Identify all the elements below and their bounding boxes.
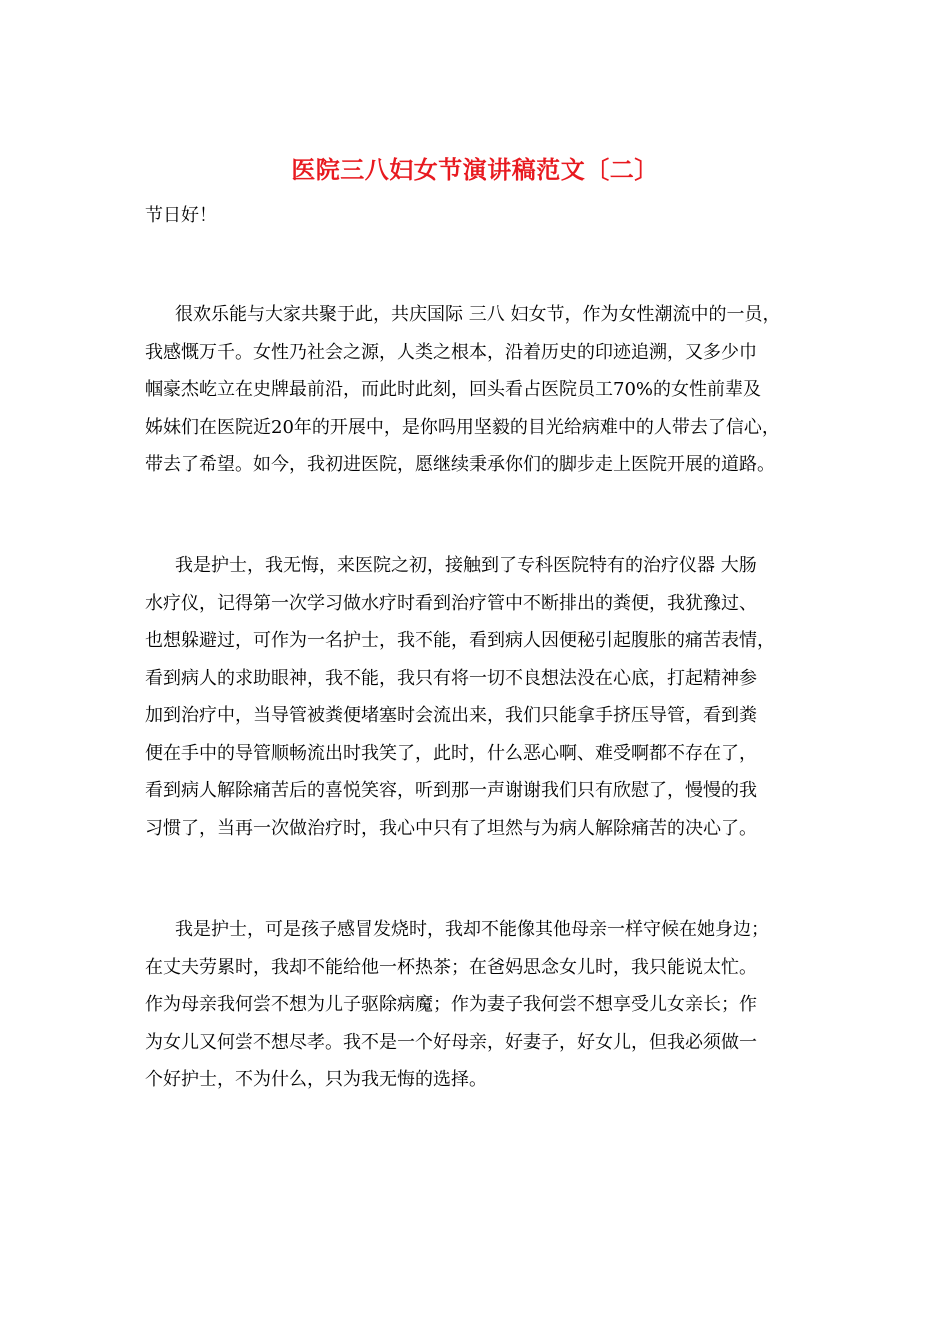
paragraph-line: 姊妹们在医院近20年的开展中，是你吗用坚毅的目光给病难中的人带去了信心， xyxy=(145,416,780,438)
paragraph-line: 为女儿又何尝不想尽孝。我不是一个好母亲，好妻子，好女儿，但我必须做一 xyxy=(145,1031,757,1053)
greeting-text: 节日好！ xyxy=(145,205,217,226)
paragraph-line: 很欢乐能与大家共聚于此，共庆国际 三八 妇女节，作为女性潮流中的一员， xyxy=(175,304,781,325)
paragraph-line: 在丈夫劳累时，我却不能给他一杯热茶；在爸妈思念女儿时，我只能说太忙。 xyxy=(145,956,757,978)
paragraph-line: 我是护士，我无悔，来医院之初，接触到了专科医院特有的治疗仪器 大肠 xyxy=(175,555,757,576)
paragraph-line: 加到治疗中，当导管被粪便堵塞时会流出来，我们只能拿手挤压导管，看到粪 xyxy=(145,705,757,726)
paragraph-line: 看到病人解除痛苦后的喜悦笑容，听到那一声谢谢我们只有欣慰了，慢慢的我 xyxy=(145,780,757,801)
paragraph-line: 便在手中的导管顺畅流出时我笑了，此时，什么恶心啊、难受啊都不存在了， xyxy=(145,742,757,764)
paragraph-line: 水疗仪，记得第一次学习做水疗时看到治疗管中不断排出的粪便，我犹豫过、 xyxy=(145,592,757,614)
paragraph-1 xyxy=(145,296,815,484)
paragraph-2 xyxy=(145,547,815,847)
paragraph-line: 帼豪杰屹立在史牌最前沿，而此时此刻，回头看占医院员工70%的女性前辈及 xyxy=(145,379,762,400)
paragraph-3 xyxy=(145,911,815,1099)
paragraph-line: 我是护士，可是孩子感冒发烧时，我却不能像其他母亲一样守候在她身边； xyxy=(175,919,769,940)
paragraph-line: 看到病人的求助眼神，我不能，我只有将一切不良想法没在心底，打起精神参 xyxy=(145,667,757,689)
document-title: 医院三八妇女节演讲稿范文〔二〕 xyxy=(291,155,659,184)
paragraph-line: 带去了希望。如今，我初进医院，愿继续秉承你们的脚步走上医院开展的道路。 xyxy=(145,454,775,475)
paragraph-line: 我感慨万千。女性乃社会之源，人类之根本，沿着历史的印迹追溯，又多少巾 xyxy=(145,341,757,363)
paragraph-line: 也想躲避过，可作为一名护士，我不能，看到病人因便秘引起腹胀的痛苦表情， xyxy=(145,630,775,651)
paragraph-line: 习惯了，当再一次做治疗时，我心中只有了坦然与为病人解除痛苦的决心了。 xyxy=(145,817,757,839)
paragraph-line: 作为母亲我何尝不想为儿子驱除病魔；作为妻子我何尝不想享受儿女亲长；作 xyxy=(145,994,757,1015)
paragraph-line: 个好护士，不为什么，只为我无悔的选择。 xyxy=(145,1069,487,1090)
